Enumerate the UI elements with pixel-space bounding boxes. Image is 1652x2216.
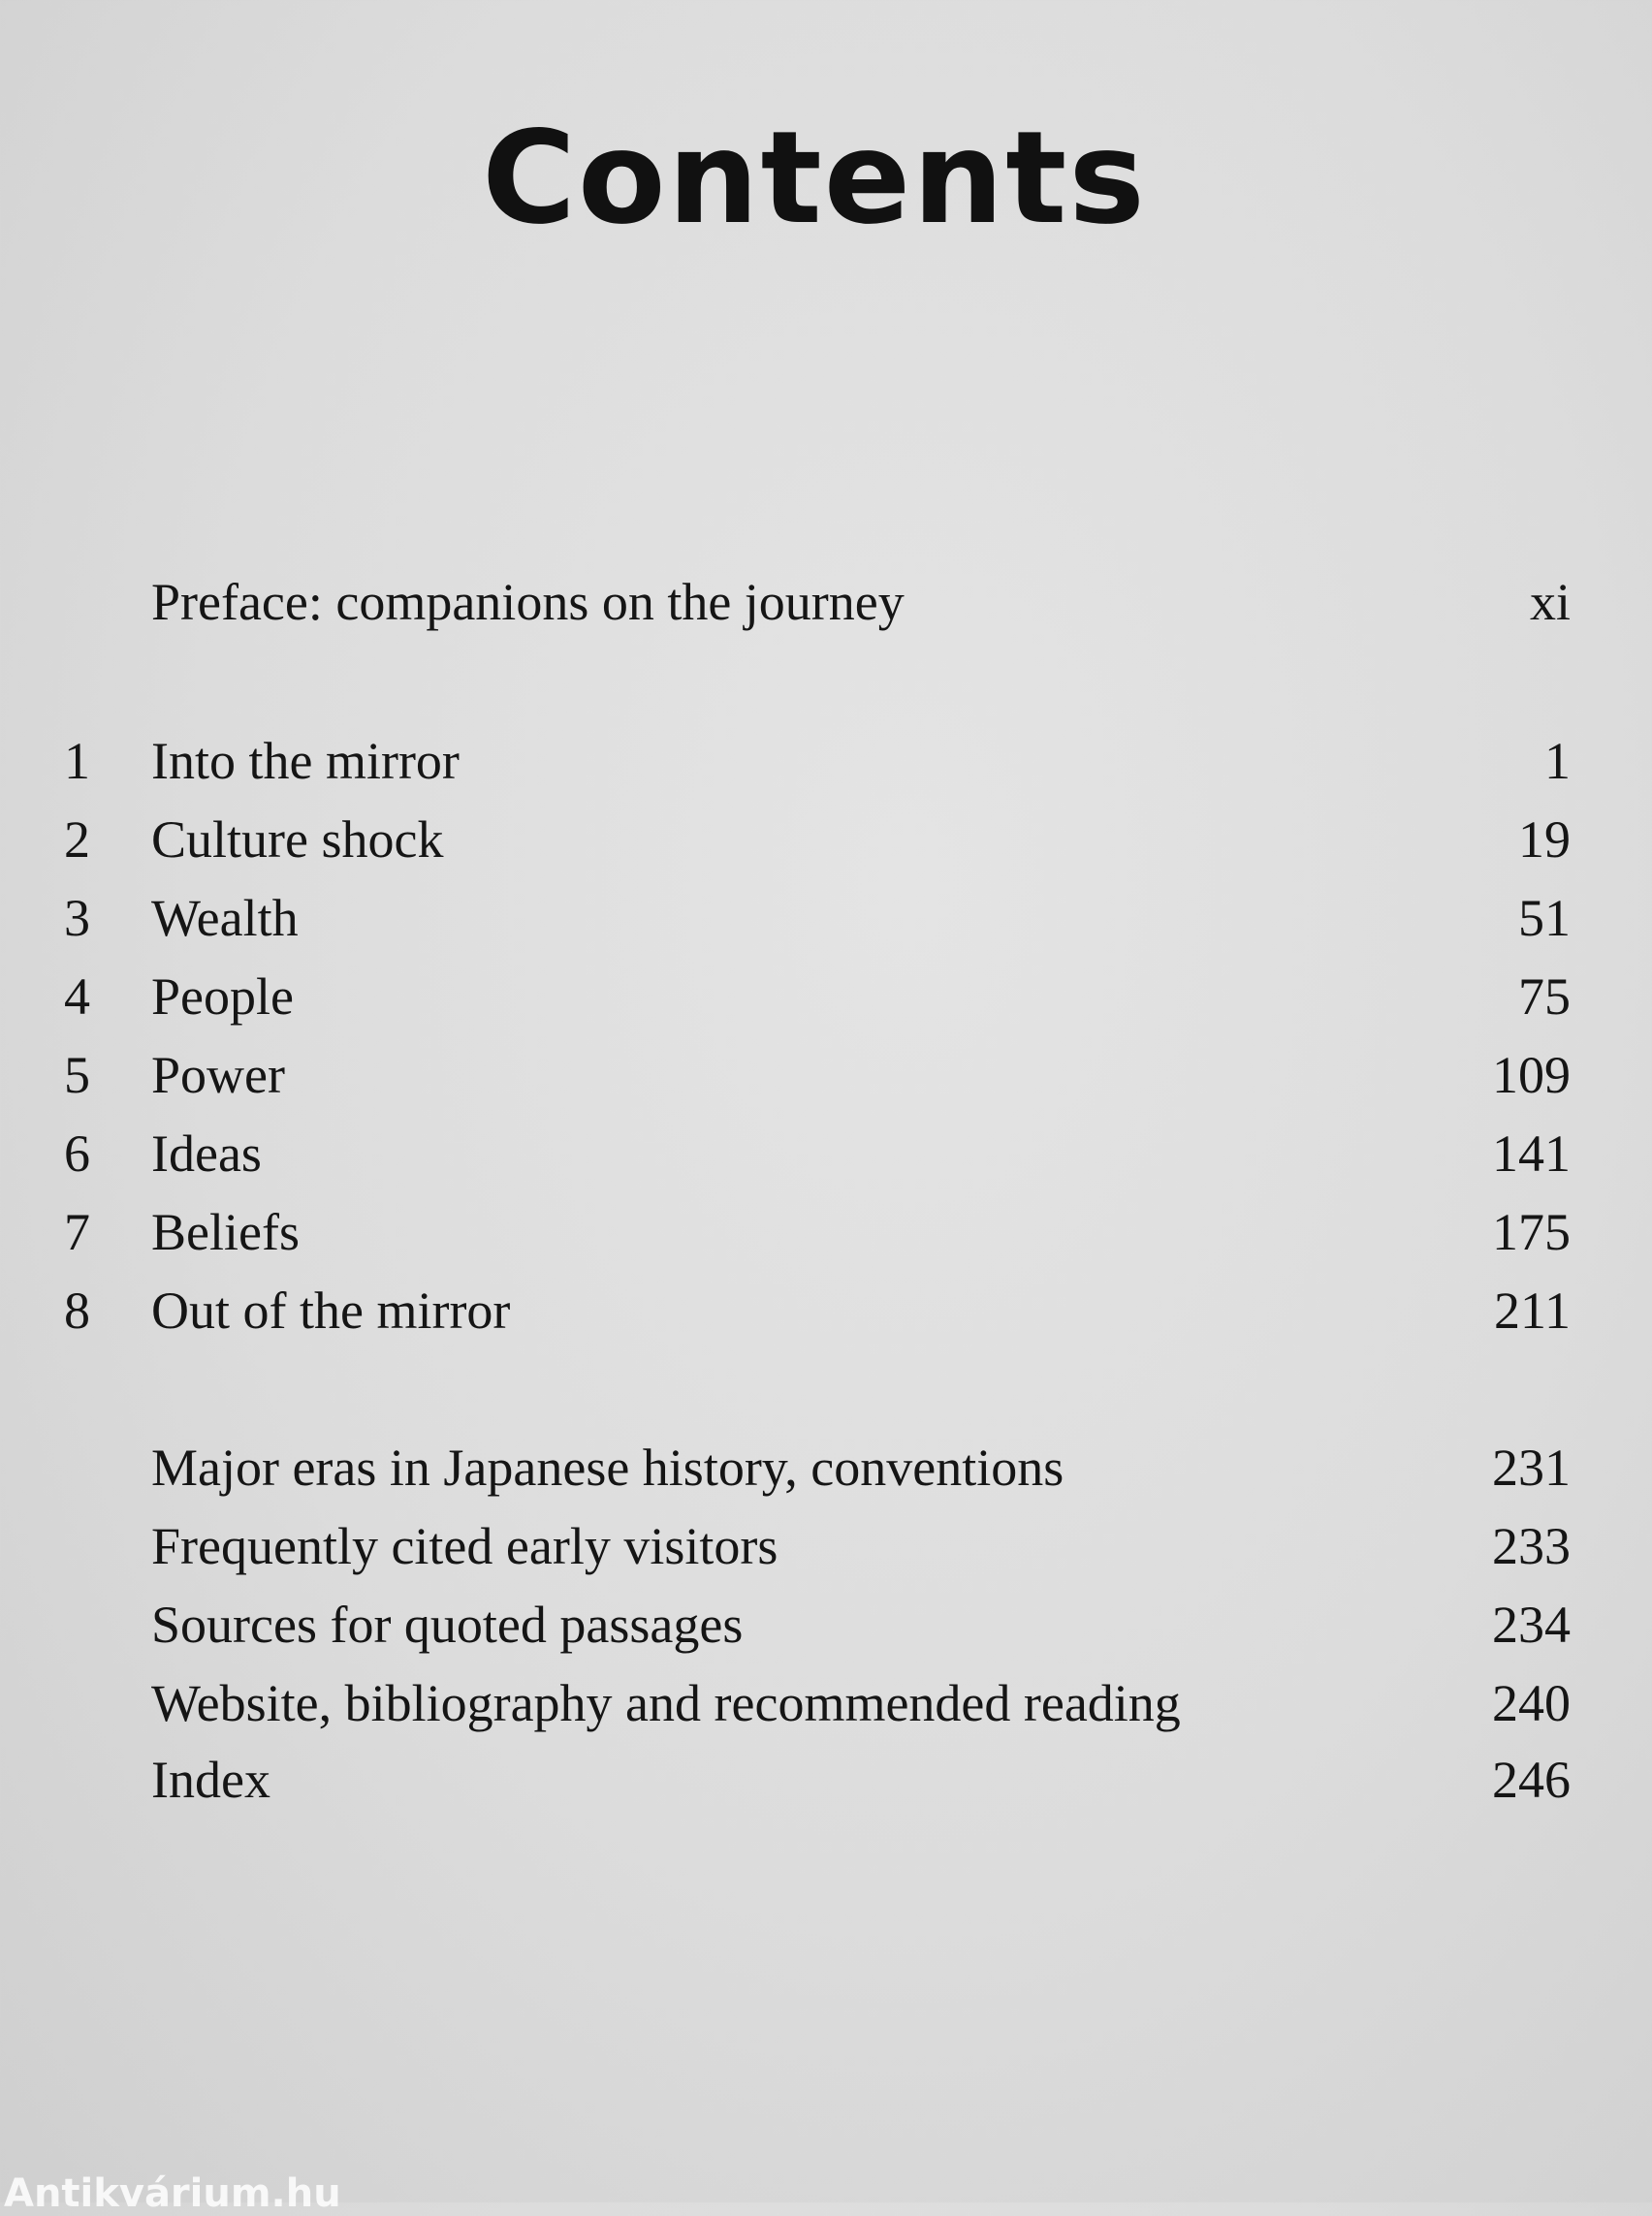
chapter-number: 7 [64, 1203, 90, 1261]
chapter-number: 5 [64, 1046, 90, 1104]
toc-backmatter-sources [0, 1591, 1652, 1659]
toc-entry-title: Ideas [151, 1124, 262, 1183]
chapter-number: 6 [64, 1124, 90, 1183]
toc-backmatter-index [0, 1746, 1652, 1814]
toc-entry-page: 19 [1518, 810, 1571, 869]
toc-chapter-8 [0, 1277, 1652, 1345]
toc-entry-page: xi [1529, 573, 1571, 631]
toc-entry-page: 233 [1492, 1517, 1571, 1575]
toc-entry-title: Sources for quoted passages [151, 1596, 744, 1654]
toc-entry-page: 234 [1492, 1596, 1571, 1654]
toc-entry-page: 240 [1492, 1674, 1571, 1732]
page-title: Contents [482, 104, 1147, 253]
toc-entry-page: 75 [1518, 967, 1571, 1026]
toc-chapter-2 [0, 806, 1652, 873]
toc-chapter-5 [0, 1041, 1652, 1109]
chapter-number: 2 [64, 810, 90, 869]
chapter-number: 8 [64, 1282, 90, 1340]
toc-entry-title: Index [151, 1751, 270, 1809]
toc-entry-title: Website, bibliography and recommended reading [151, 1674, 1181, 1732]
toc-entry-page: 175 [1492, 1203, 1571, 1261]
toc-chapter-1 [0, 727, 1652, 795]
chapter-number: 4 [64, 967, 90, 1026]
toc-entry-title: Wealth [151, 889, 299, 947]
toc-entry-title: Culture shock [151, 810, 444, 869]
toc-entry-page: 211 [1494, 1282, 1571, 1340]
toc-entry-title: Power [151, 1046, 285, 1104]
toc-entry-page: 141 [1492, 1124, 1571, 1183]
toc-entry-preface [0, 568, 1652, 636]
chapter-number: 3 [64, 889, 90, 947]
toc-entry-page: 231 [1492, 1439, 1571, 1497]
toc-entry-title: Frequently cited early visitors [151, 1517, 778, 1575]
toc-backmatter-eras [0, 1434, 1652, 1502]
toc-entry-title: Beliefs [151, 1203, 300, 1261]
toc-entry-page: 246 [1492, 1751, 1571, 1809]
toc-entry-page: 1 [1544, 732, 1571, 790]
toc-chapter-3 [0, 884, 1652, 952]
toc-backmatter-visitors [0, 1512, 1652, 1580]
toc-entry-title: People [151, 967, 294, 1026]
toc-entry-title: Out of the mirror [151, 1282, 511, 1340]
toc-chapter-4 [0, 963, 1652, 1030]
toc-entry-title: Preface: companions on the journey [151, 573, 905, 631]
chapter-number: 1 [64, 732, 90, 790]
toc-backmatter-bibliography [0, 1669, 1652, 1737]
toc-chapter-7 [0, 1198, 1652, 1266]
watermark: Antikvárium.hu [4, 2171, 341, 2216]
toc-entry-title: Major eras in Japanese history, conventions [151, 1439, 1064, 1497]
toc-chapter-6 [0, 1120, 1652, 1187]
toc-entry-page: 51 [1518, 889, 1571, 947]
toc-entry-title: Into the mirror [151, 732, 460, 790]
toc-entry-page: 109 [1492, 1046, 1571, 1104]
